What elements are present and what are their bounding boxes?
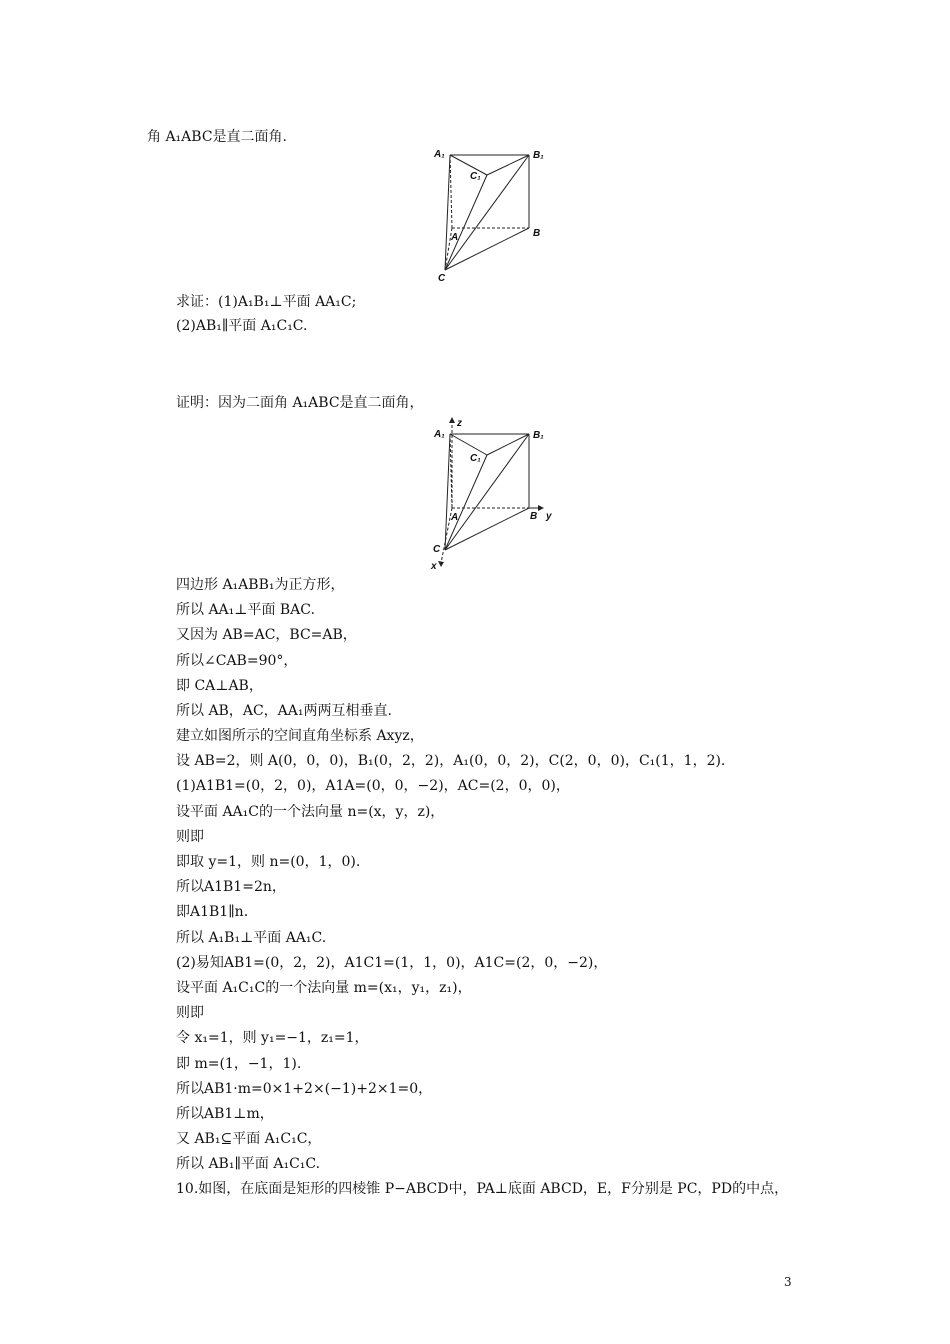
label-a: A xyxy=(451,512,459,523)
text-line: 所以 AB，AC，AA₁两两互相垂直. xyxy=(176,703,392,719)
text-line: 求证：(1)A₁B₁⊥平面 AA₁C; xyxy=(176,294,357,310)
prism-figure-1 xyxy=(430,145,560,285)
text-line: 所以AB1⊥m， xyxy=(176,1106,274,1122)
text-line: 所以A1B1=2n， xyxy=(176,879,286,895)
text-line: 所以AB1·m=0×1+2×(−1)+2×1=0， xyxy=(176,1081,433,1097)
text-line: 建立如图所示的空间直角坐标系 Axyz， xyxy=(176,728,424,744)
label-c1: C₁ xyxy=(470,171,481,182)
text-line: 所以 AA₁⊥平面 BAC. xyxy=(176,602,315,618)
label-b: B xyxy=(530,511,538,522)
axis-label-z: z xyxy=(457,418,462,429)
text-line: 即取 y=1，则 n=(0，1，0). xyxy=(176,854,361,870)
label-b: B xyxy=(533,228,541,239)
text-line: 令 x₁=1，则 y₁=−1，z₁=1， xyxy=(176,1030,369,1046)
label-c: C xyxy=(438,273,446,284)
label-a1: A₁ xyxy=(434,429,445,440)
label-c: C xyxy=(433,544,441,555)
label-c1: C₁ xyxy=(470,453,481,464)
label-a1: A₁ xyxy=(434,149,445,160)
text-line: 证明：因为二面角 A₁ABC是直二面角， xyxy=(176,395,424,411)
axis-label-x: x xyxy=(431,561,437,572)
text-line: 10.如图，在底面是矩形的四棱锥 P−ABCD中，PA⊥底面 ABCD，E，F分别是 PC，PD的中点， xyxy=(176,1181,789,1197)
text-line: 四边形 A₁ABB₁为正方形， xyxy=(176,577,345,593)
prism-figure-2 xyxy=(430,415,560,573)
text-line: 设平面 A₁C₁C的一个法向量 m=(x₁，y₁，z₁)， xyxy=(176,980,472,996)
text-line: 即 m=(1，−1，1). xyxy=(176,1056,302,1072)
text-line: 又 AB₁⊆平面 A₁C₁C， xyxy=(176,1131,322,1147)
text-line: 设平面 AA₁C的一个法向量 n=(x，y，z)， xyxy=(176,804,445,820)
text-line: 即 CA⊥AB， xyxy=(176,678,263,694)
text-line: 所以 A₁B₁⊥平面 AA₁C. xyxy=(176,930,327,946)
text-line: 所以 AB₁∥平面 A₁C₁C. xyxy=(176,1156,321,1172)
text-line: 设 AB=2，则 A(0，0，0)，B₁(0，2，2)，A₁(0，0，2)，C(2，0，0)，C₁(1，1，2). xyxy=(176,753,726,769)
text-line: (2)AB₁∥平面 A₁C₁C. xyxy=(176,318,308,334)
text-line: (2)易知AB1=(0，2，2)，A1C1=(1，1，0)，A1C=(2，0，−2)， xyxy=(176,955,608,971)
label-b1: B₁ xyxy=(533,150,544,161)
text-line: 则即 xyxy=(176,1005,204,1021)
text-line: (1)A1B1=(0，2，0)，A1A=(0，0，−2)，AC=(2，0，0)， xyxy=(176,778,570,794)
text-line: 则即 xyxy=(176,829,204,845)
text-line: 角 A₁ABC是直二面角. xyxy=(147,129,287,145)
text-line: 又因为 AB=AC，BC=AB， xyxy=(176,627,357,643)
label-b1: B₁ xyxy=(533,430,544,441)
page-number: 3 xyxy=(784,1275,792,1289)
text-line: 所以∠CAB=90°， xyxy=(176,653,298,669)
axis-label-y: y xyxy=(546,511,552,522)
label-a: A xyxy=(451,232,459,243)
text-line: 即A1B1∥n. xyxy=(176,904,249,920)
